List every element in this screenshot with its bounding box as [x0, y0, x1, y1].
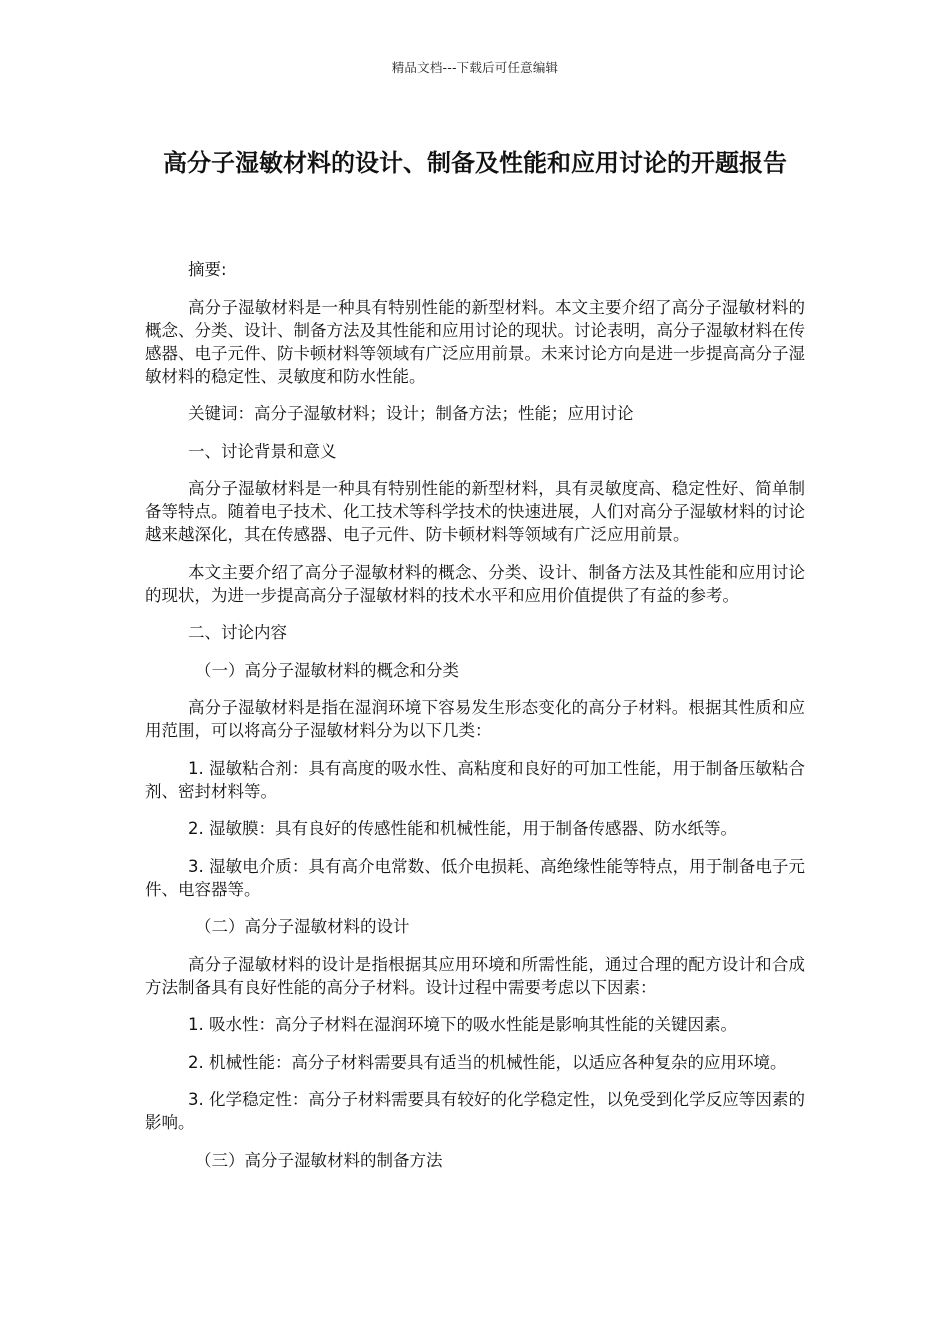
- subsection-heading: （一）高分子湿敏材料的概念和分类: [195, 660, 459, 680]
- list-item: 3. 化学稳定性：高分子材料需要具有较好的化学稳定性，以免受到化学反应等因素的影响。: [145, 1090, 805, 1132]
- list-item: 1. 湿敏粘合剂：具有高度的吸水性、高粘度和良好的可加工性能，用于制备压敏粘合剂、密封材料等。: [145, 758, 805, 801]
- body-paragraph: 高分子湿敏材料是一种具有特别性能的新型材料，具有灵敏度高、稳定性好、简单制备等特点。随着电子技术、化工技术等科学技术的快速进展，人们对高分子湿敏材料的讨论越来越深化，其在传感器、电子元件、防卡顿材料等领域有广泛应用前景。: [145, 479, 805, 544]
- subsection-heading: （二）高分子湿敏材料的设计: [195, 917, 410, 936]
- list-item: 2. 机械性能：高分子材料需要具有适当的机械性能，以适应各种复杂的应用环境。: [188, 1052, 787, 1072]
- body-paragraph: 高分子湿敏材料是指在湿润环境下容易发生形态变化的高分子材料。根据其性质和应用范围，可以将高分子湿敏材料分为以下几类：: [145, 698, 805, 740]
- document-body: [145, 258, 805, 1186]
- list-item: 3. 湿敏电介质：具有高介电常数、低介电损耗、高绝缘性能等特点，用于制备电子元件、电容器等。: [145, 856, 805, 899]
- list-item: 1. 吸水性：高分子材料在湿润环境下的吸水性能是影响其性能的关键因素。: [188, 1015, 737, 1034]
- subsection-heading: （三）高分子湿敏材料的制备方法: [195, 1150, 443, 1170]
- section-heading: 二、讨论内容: [188, 623, 287, 642]
- abstract-label: 摘要:: [188, 260, 227, 279]
- document-title: 高分子湿敏材料的设计、制备及性能和应用讨论的开题报告: [163, 149, 787, 177]
- list-item: 2. 湿敏膜：具有良好的传感性能和机械性能，用于制备传感器、防水纸等。: [188, 819, 737, 838]
- section-heading: 一、讨论背景和意义: [188, 441, 337, 461]
- keywords-line: 关键词：高分子湿敏材料；设计；制备方法；性能；应用讨论: [188, 404, 634, 423]
- body-paragraph: 本文主要介绍了高分子湿敏材料的概念、分类、设计、制备方法及其性能和应用讨论的现状，为进一步提高高分子湿敏材料的技术水平和应用价值提供了有益的参考。: [145, 562, 805, 605]
- body-paragraph: 高分子湿敏材料的设计是指根据其应用环境和所需性能，通过合理的配方设计和合成方法制备具有良好性能的高分子材料。设计过程中需要考虑以下因素：: [145, 954, 805, 997]
- page-header: 精品文档---下载后可任意编辑: [391, 60, 559, 75]
- abstract-paragraph: 高分子湿敏材料是一种具有特别性能的新型材料。本文主要介绍了高分子湿敏材料的概念、分类、设计、制备方法及其性能和应用讨论的现状。讨论表明，高分子湿敏材料在传感器、电子元件、防卡顿材料等领域有广泛应用前景。未来讨论方向是进一步提高高分子湿敏材料的稳定性、灵敏度和防水性能。: [145, 297, 805, 386]
